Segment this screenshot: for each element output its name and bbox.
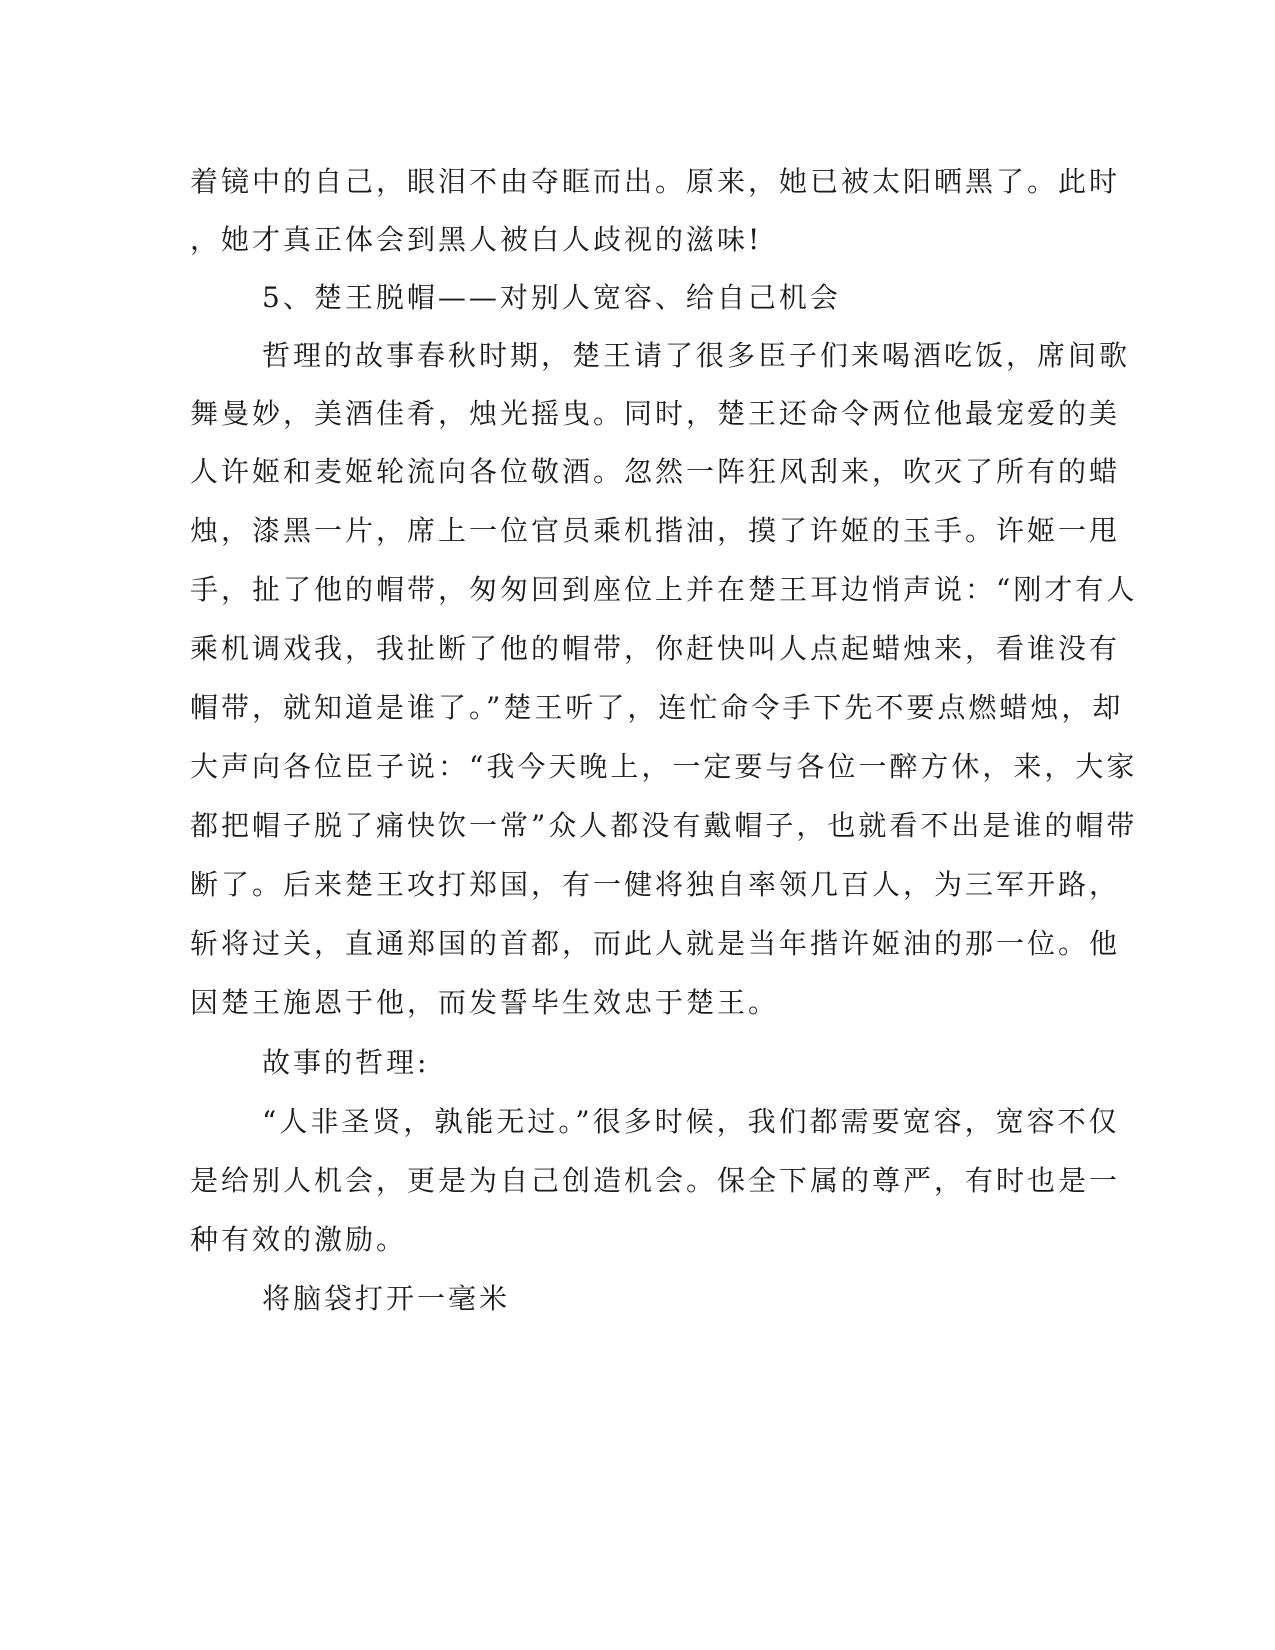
section-heading: 故事的哲理: bbox=[262, 1046, 430, 1079]
paragraph-line: “人非圣贤，孰能无过。”很多时候，我们都需要宽容，宽容不仅 bbox=[262, 1105, 1120, 1138]
paragraph-line: 乘机调戏我，我扯断了他的帽带，你赶快叫人点起蜡烛来，看谁没有 bbox=[190, 632, 1121, 665]
paragraph-line: 因楚王施恩于他，而发誓毕生效忠于楚王。 bbox=[190, 986, 780, 1019]
section-heading: 将脑袋打开一毫米 bbox=[262, 1282, 511, 1315]
paragraph-line: 舞曼妙，美酒佳肴，烛光摇曳。同时，楚王还命令两位他最宠爱的美 bbox=[190, 397, 1121, 430]
paragraph-line: 都把帽子脱了痛快饮一常”众人都没有戴帽子，也就看不出是谁的帽带 bbox=[190, 809, 1138, 842]
paragraph-line: 着镜中的自己，眼泪不由夺眶而出。原来，她已被太阳晒黑了。此时 bbox=[190, 165, 1121, 198]
section-heading: 5、楚王脱帽——对别人宽容、给自己机会 bbox=[262, 281, 841, 314]
paragraph-line: 大声向各位臣子说：“我今天晚上，一定要与各位一醉方休，来，大家 bbox=[190, 750, 1138, 783]
paragraph-line: 斩将过关，直通郑国的首都，而此人就是当年揩许姬油的那一位。他 bbox=[190, 927, 1121, 960]
paragraph-line: ，她才真正体会到黑人被白人歧视的滋味! bbox=[190, 223, 763, 256]
paragraph-line: 手，扯了他的帽带，匆匆回到座位上并在楚王耳边悄声说：“刚才有人 bbox=[190, 573, 1138, 606]
paragraph-line: 断了。后来楚王攻打郑国，有一健将独自率领几百人，为三军开路， bbox=[190, 868, 1121, 901]
paragraph-line: 帽带，就知道是谁了。”楚王听了，连忙命令手下先不要点燃蜡烛，却 bbox=[190, 691, 1124, 724]
paragraph-line: 种有效的激励。 bbox=[190, 1223, 408, 1256]
paragraph-line: 是给别人机会，更是为自己创造机会。保全下属的尊严，有时也是一 bbox=[190, 1164, 1121, 1197]
paragraph-line: 人许姬和麦姬轮流向各位敬酒。忽然一阵狂风刮来，吹灭了所有的蜡 bbox=[190, 455, 1121, 488]
paragraph-line: 哲理的故事春秋时期，楚王请了很多臣子们来喝酒吃饭，席间歌 bbox=[262, 339, 1131, 372]
paragraph-line: 烛，漆黑一片，席上一位官员乘机揩油，摸了许姬的玉手。许姬一甩 bbox=[190, 514, 1121, 547]
